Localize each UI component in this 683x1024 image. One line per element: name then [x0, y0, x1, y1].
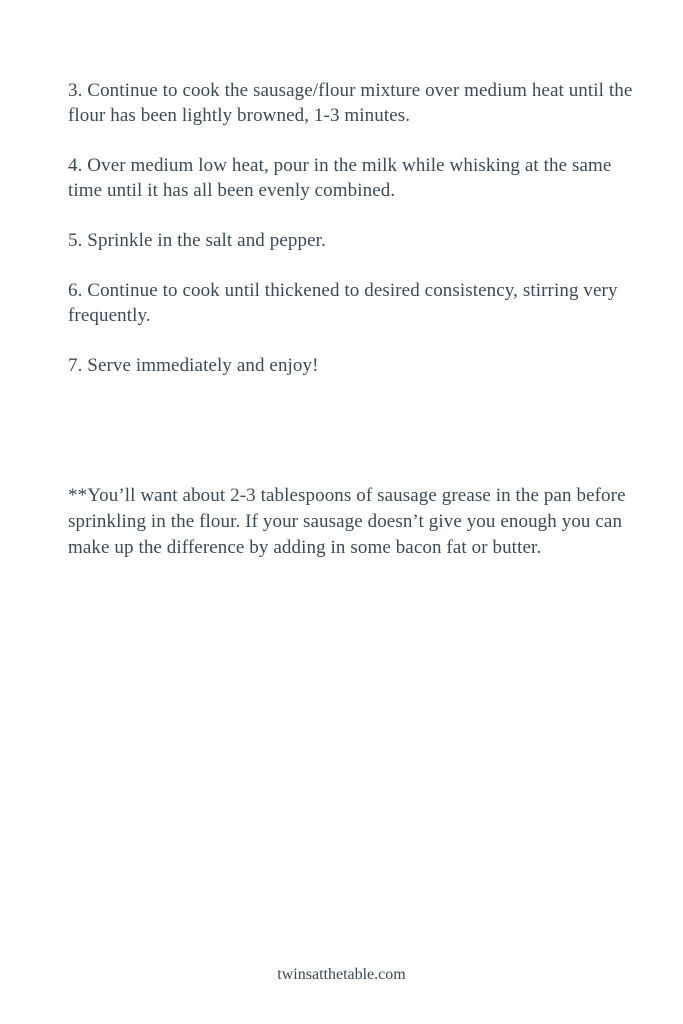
- instruction-step-6: 6. Continue to cook until thickened to desired consistency, stirring very frequently.: [68, 280, 618, 326]
- site-footer-url: twinsatthetable.com: [277, 966, 406, 983]
- instruction-step-4: 4. Over medium low heat, pour in the milk while whisking at the same time until it has all been evenly combined.: [68, 155, 612, 201]
- instruction-step-7: 7. Serve immediately and enjoy!: [68, 355, 319, 376]
- instruction-steps: [68, 78, 648, 403]
- instruction-step-5: 5. Sprinkle in the salt and pepper.: [68, 230, 326, 251]
- recipe-note: **You’ll want about 2-3 tablespoons of sausage grease in the pan before sprinkling in the flour. If your sausage doesn’t give you enough you can make up the difference by adding in some bacon fat or butter.: [68, 485, 626, 558]
- instruction-step-3: 3. Continue to cook the sausage/flour mixture over medium heat until the flour has been lightly browned, 1-3 minutes.: [68, 80, 633, 126]
